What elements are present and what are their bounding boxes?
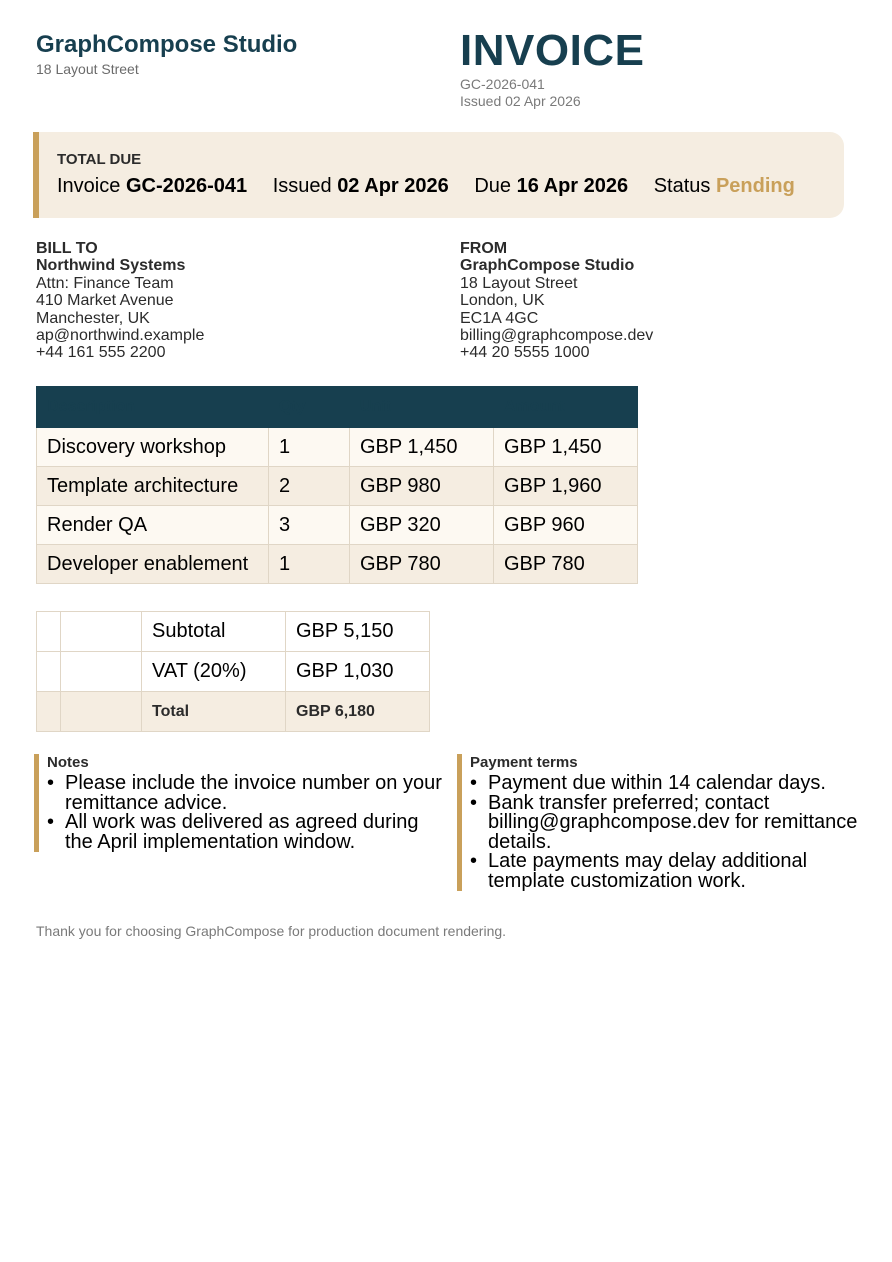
- payment-terms-section: [457, 754, 870, 891]
- invoice-number: GC-2026-041: [460, 76, 545, 92]
- total-label: Total: [142, 692, 286, 732]
- from-line: London, UK: [460, 292, 545, 310]
- payment-terms-title: Payment terms: [470, 754, 578, 771]
- bill-to-block: [36, 240, 204, 362]
- list-item: • Please include the invoice number on your remittance advice.: [47, 774, 447, 813]
- summary-due-label: Due: [474, 175, 512, 197]
- summary-invoice: [57, 175, 247, 198]
- payment-terms-list: [470, 774, 870, 891]
- column-header-unit: Unit: [350, 387, 494, 428]
- item-qty: 1: [269, 428, 350, 467]
- line-items-table: [36, 386, 638, 584]
- empty-cell: [37, 692, 61, 732]
- column-header-qty: Qty: [269, 387, 350, 428]
- item-qty: 2: [269, 467, 350, 506]
- from-line: 18 Layout Street: [460, 274, 578, 292]
- summary-invoice-label: Invoice: [57, 175, 121, 197]
- summary-issued-label: Issued: [272, 175, 332, 197]
- company-address: 18 Layout Street: [36, 61, 139, 77]
- notes-list: [47, 774, 447, 852]
- bill-to-phone: +44 161 555 2200: [36, 344, 166, 362]
- total-value: GBP 6,180: [286, 692, 430, 732]
- from-phone: +44 20 5555 1000: [460, 344, 590, 362]
- summary-invoice-value: GC-2026-041: [125, 175, 248, 197]
- status-badge: Pending: [715, 175, 795, 197]
- vat-label: VAT (20%): [142, 652, 286, 692]
- table-row: [37, 428, 638, 467]
- summary-issued-value: 02 Apr 2026: [337, 175, 449, 197]
- table-row: [37, 467, 638, 506]
- list-item: • Bank transfer preferred; contact billing@graphcompose.dev for remittance details.: [470, 794, 870, 853]
- empty-cell: [37, 652, 61, 692]
- item-description: Developer enablement: [37, 545, 269, 584]
- company-name: GraphCompose Studio: [36, 31, 298, 58]
- item-amount: GBP 1,450: [494, 428, 638, 467]
- item-unit: GBP 1,450: [350, 428, 494, 467]
- notes-title: Notes: [47, 754, 89, 771]
- subtotal-value: GBP 5,150: [286, 612, 430, 652]
- subtotal-row: [37, 612, 430, 652]
- total-due-banner: [33, 132, 844, 218]
- list-item: • Payment due within 14 calendar days.: [470, 774, 870, 794]
- item-amount: GBP 1,960: [494, 467, 638, 506]
- totals-table: [36, 611, 430, 732]
- footer-text: Thank you for choosing GraphCompose for production document rendering.: [36, 923, 507, 939]
- bill-to-name: Northwind Systems: [36, 257, 186, 275]
- table-header-row: [37, 387, 638, 428]
- item-amount: GBP 960: [494, 506, 638, 545]
- item-unit: GBP 320: [350, 506, 494, 545]
- vat-value: GBP 1,030: [286, 652, 430, 692]
- from-title: FROM: [460, 240, 508, 257]
- bill-to-line: Attn: Finance Team: [36, 274, 174, 292]
- vat-row: [37, 652, 430, 692]
- from-name: GraphCompose Studio: [460, 257, 635, 275]
- item-qty: 1: [269, 545, 350, 584]
- notes-section: [34, 754, 447, 852]
- table-row: [37, 506, 638, 545]
- empty-cell: [61, 612, 142, 652]
- total-row: [37, 692, 430, 732]
- item-unit: GBP 780: [350, 545, 494, 584]
- total-due-label: TOTAL DUE: [57, 151, 142, 168]
- empty-cell: [61, 692, 142, 732]
- from-line: EC1A 4GC: [460, 309, 539, 327]
- item-description: Render QA: [37, 506, 269, 545]
- list-item: • All work was delivered as agreed during the April implementation window.: [47, 813, 447, 852]
- empty-cell: [61, 652, 142, 692]
- summary-due: [474, 175, 628, 198]
- column-header-description: Description: [37, 387, 269, 428]
- bill-to-title: BILL TO: [36, 240, 98, 257]
- summary-status-label: Status: [653, 175, 711, 197]
- item-qty: 3: [269, 506, 350, 545]
- column-header-amount: Amount: [494, 387, 638, 428]
- item-description: Template architecture: [37, 467, 269, 506]
- bill-to-line: Manchester, UK: [36, 309, 150, 327]
- table-row: [37, 545, 638, 584]
- bill-to-line: 410 Market Avenue: [36, 292, 174, 310]
- from-block: [460, 240, 653, 362]
- from-email: billing@graphcompose.dev: [460, 327, 654, 345]
- item-description: Discovery workshop: [37, 428, 269, 467]
- invoice-title: INVOICE: [460, 26, 645, 75]
- summary-row: [57, 175, 815, 198]
- invoice-issued-date: Issued 02 Apr 2026: [460, 93, 581, 109]
- summary-issued: [273, 175, 449, 198]
- summary-due-value: 16 Apr 2026: [516, 175, 629, 197]
- item-unit: GBP 980: [350, 467, 494, 506]
- item-amount: GBP 780: [494, 545, 638, 584]
- subtotal-label: Subtotal: [142, 612, 286, 652]
- empty-cell: [37, 612, 61, 652]
- list-item: • Late payments may delay additional template customization work.: [470, 852, 870, 891]
- summary-status: [654, 175, 795, 198]
- bill-to-email: ap@northwind.example: [36, 327, 205, 345]
